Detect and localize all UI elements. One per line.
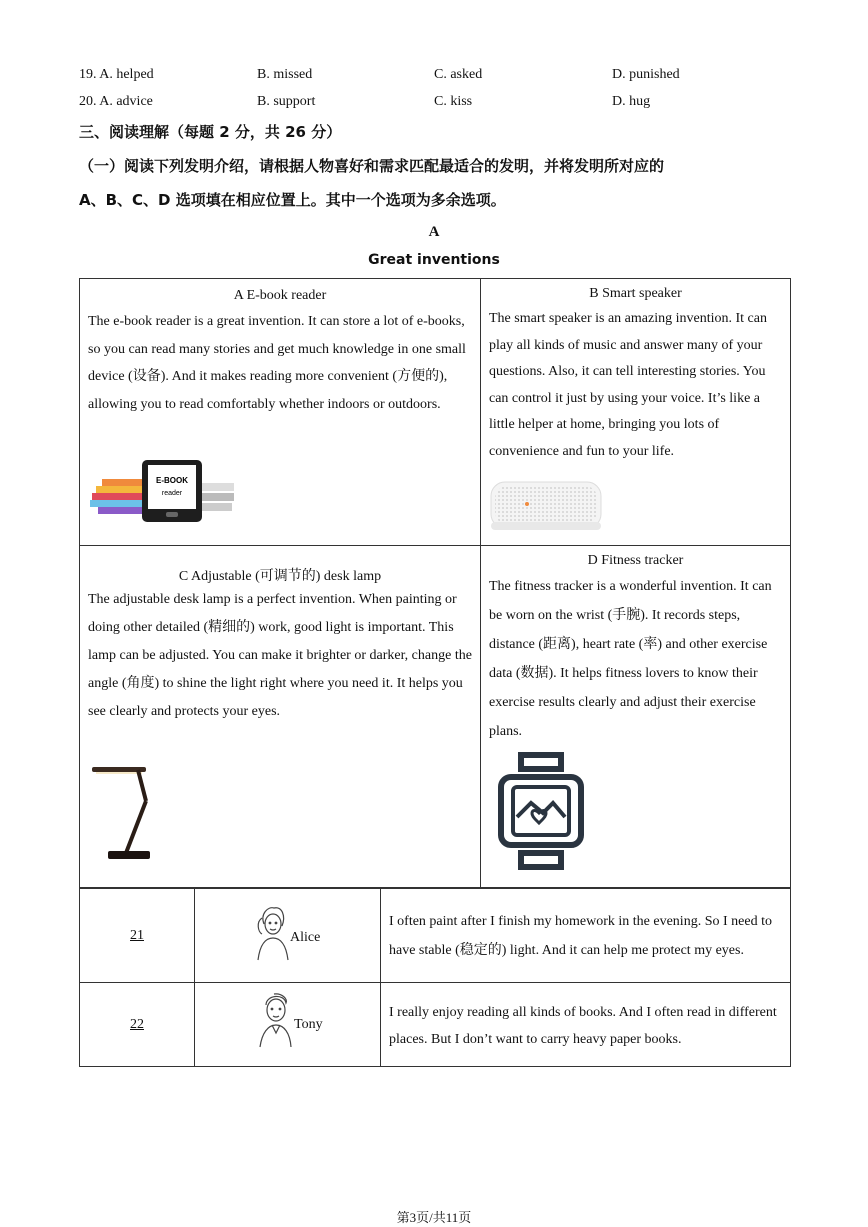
q20-option-d: D. hug [612, 94, 651, 109]
q19-option-d: D. punished [612, 67, 680, 82]
q20-option-b: B. support [257, 94, 316, 109]
invention-text: The adjustable desk lamp is a perfect invention. When painting or doing other detailed (精细的) work, good light is important. This lamp can be adjusted. You can make it brighter or darker, change the angle (角度) to shine the light right where you need it. It helps you see clearly and protects your eyes. [88, 592, 472, 719]
passage-label: A [428, 224, 440, 240]
answer-blank-22[interactable] [80, 983, 195, 1067]
fitness-tracker-icon [495, 751, 587, 871]
person-name: Alice [290, 929, 321, 945]
inventions-table [79, 278, 791, 888]
boy-avatar-icon [258, 991, 292, 1049]
invention-text: The e-book reader is a great invention. It can store a lot of e-books, so you can read many stories and get much knowledge in one small device (设备). And it makes reading more convenient (方便的), allowing you to read comfortably whether indoors or outdoors. [88, 314, 466, 412]
person-need-text: I often paint after I finish my homework in the evening. So I need to have stable (稳定的) light. And it can help me protect my eyes. [381, 889, 791, 983]
page-footer: 第3页/共11页 [396, 1210, 472, 1225]
matching-table [79, 888, 791, 1067]
ebook-reader-image [88, 453, 238, 523]
answer-number: 22 [130, 1016, 144, 1032]
person-name: Tony [294, 1016, 323, 1032]
invention-cell-a [80, 279, 481, 546]
invention-cell-b [481, 279, 791, 546]
passage-title: Great inventions [368, 252, 500, 268]
q20-option-a: 20. A. advice [79, 94, 153, 109]
desk-lamp-image [88, 761, 158, 866]
ebook-image-sublabel: reader [161, 490, 183, 497]
q19-option-c: C. asked [434, 67, 483, 82]
q20-option-c: C. kiss [434, 94, 473, 109]
invention-cell-c [80, 546, 481, 888]
person-tony [195, 983, 381, 1067]
invention-title: A E-book reader [233, 288, 327, 303]
invention-title: B Smart speaker [589, 286, 682, 301]
ebook-image-label: E-BOOK [156, 476, 188, 485]
invention-text: The fitness tracker is a wonderful invention. It can be worn on the wrist (手腕). It records steps, distance (距离), heart rate (率) and other exercise data (数据). It helps fitness lovers to know their exercise results clearly and adjust their exercise plans. [489, 579, 772, 739]
q19-option-b: B. missed [257, 67, 313, 82]
person-need-text: I really enjoy reading all kinds of books. And I often read in different places. But I don’t want to carry heavy paper books. [381, 983, 791, 1067]
invention-text: The smart speaker is an amazing invention. It can play all kinds of music and answer many of your questions. Also, it can tell interesting stories. You can control it just by using your voice. It’s like a little helper at home, bringing you lots of convenience and fun to your life. [489, 311, 767, 459]
person-alice [195, 889, 381, 983]
q19-option-a: 19. A. helped [79, 67, 154, 82]
invention-title: C Adjustable (可调节的) desk lamp [178, 569, 382, 584]
instruction-line-2: A、B、C、D 选项填在相应位置上。其中一个选项为多余选项。 [79, 191, 506, 209]
invention-title: D Fitness tracker [587, 553, 684, 568]
smart-speaker-image [489, 474, 605, 534]
instruction-line-1: （一）阅读下列发明介绍，请根据人物喜好和需求匹配最适合的发明，并将发明所对应的 [79, 157, 665, 175]
girl-avatar-icon [254, 904, 290, 962]
answer-number: 21 [130, 927, 144, 943]
invention-cell-d [481, 546, 791, 888]
answer-blank-21[interactable] [80, 889, 195, 983]
section-title: 三、阅读理解（每题 2 分，共 26 分） [79, 123, 342, 141]
